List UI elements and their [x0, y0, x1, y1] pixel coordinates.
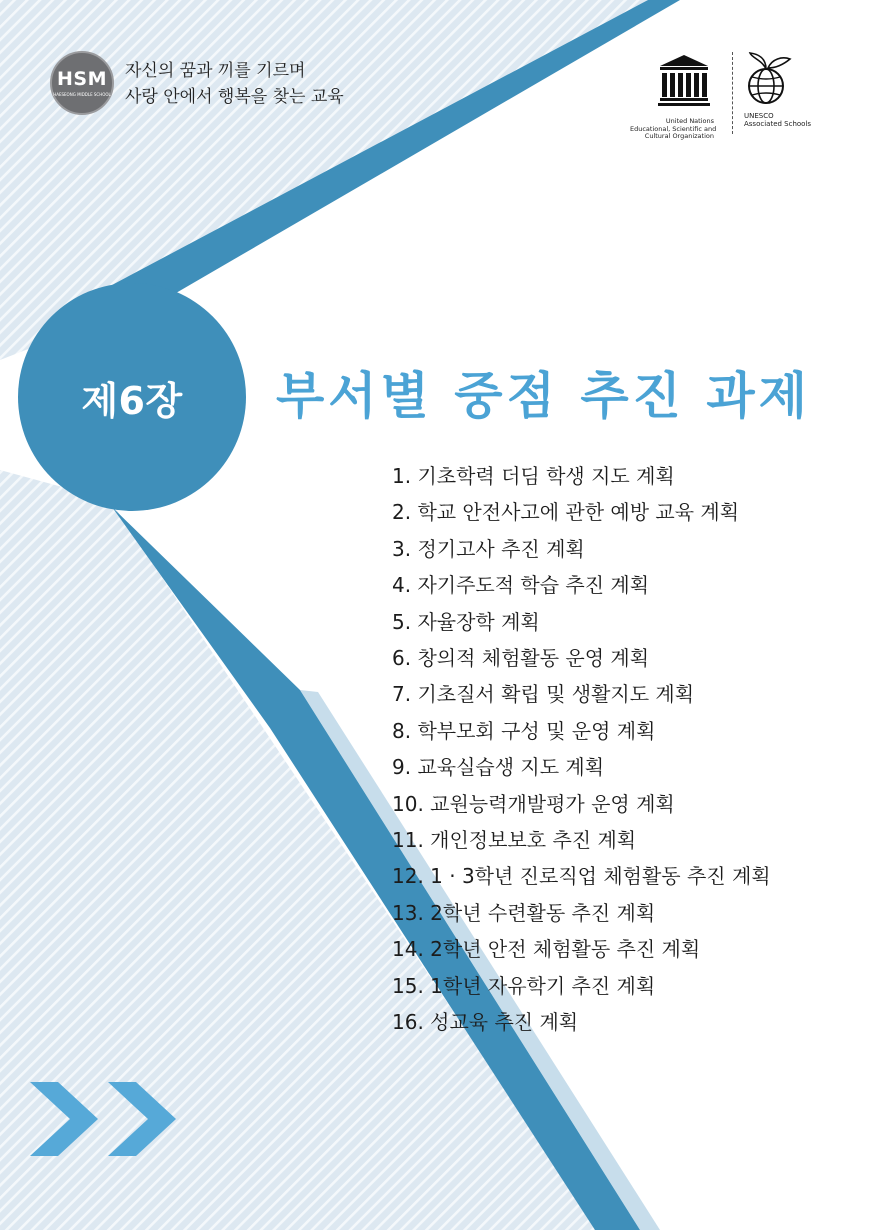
asp-caption-line: Associated Schools: [744, 120, 812, 128]
unesco-temple-icon: [656, 54, 712, 108]
toc-item: 6. 창의적 체험활동 운영 계획: [392, 646, 650, 671]
asp-caption: [744, 112, 834, 128]
toc-item: 5. 자율장학 계획: [392, 609, 540, 634]
toc-item: 10. 교원능력개발평가 운영 계획: [392, 791, 675, 816]
toc-item: 13. 2학년 수련활동 추진 계획: [392, 900, 656, 925]
school-logo-name: HAESEONG MIDDLE SCHOOL: [53, 92, 111, 97]
toc-item: 11. 개인정보보호 추진 계획: [392, 828, 637, 853]
logo-divider: [732, 52, 733, 134]
toc-item: 9. 교육실습생 지도 계획: [392, 755, 605, 780]
chapter-title: 부서별 중점 추진 과제: [276, 367, 811, 425]
asp-logo: [744, 50, 834, 128]
asp-caption-line: UNESCO: [744, 112, 774, 120]
toc-item: 15. 1학년 자유학기 추진 계획: [392, 973, 656, 998]
motto-line: 사랑 안에서 행복을 찾는 교육: [125, 87, 344, 107]
school-logo-abbr: HSM: [57, 68, 107, 90]
unesco-caption-line: Cultural Organization: [644, 132, 714, 140]
double-chevron-icon: [30, 1082, 190, 1156]
toc-item: 8. 학부모회 구성 및 운영 계획: [392, 718, 656, 743]
toc-item: 16. 성교육 추진 계획: [392, 1010, 579, 1035]
unesco-caption-line: Educational, Scientific and: [630, 124, 717, 133]
motto-line: 자신의 꿈과 끼를 기르며: [125, 61, 306, 81]
school-motto: [125, 58, 344, 110]
asp-globe-icon: [744, 50, 796, 108]
school-logo: [50, 51, 114, 115]
table-of-contents: [392, 458, 771, 1041]
toc-item: 7. 기초질서 확립 및 생활지도 계획: [392, 682, 695, 707]
toc-item: 1. 기초학력 더딤 학생 지도 계획: [392, 464, 675, 488]
chapter-badge: [18, 283, 246, 511]
unesco-caption: [630, 117, 717, 141]
unesco-logo: [630, 54, 740, 140]
header: [0, 0, 870, 150]
chapter-label: 제6장: [81, 378, 183, 423]
toc-item: 2. 학교 안전사고에 관한 예방 교육 계획: [392, 500, 740, 525]
toc-item: 14. 2학년 안전 체험활동 추진 계획: [392, 937, 701, 962]
toc-item: 4. 자기주도적 학습 추진 계획: [392, 573, 650, 598]
unesco-caption-line: United Nations: [665, 117, 714, 125]
toc-item: 12. 1 · 3학년 진로직업 체험활동 추진 계획: [392, 864, 771, 889]
toc-item: 3. 정기고사 추진 계획: [392, 536, 585, 561]
